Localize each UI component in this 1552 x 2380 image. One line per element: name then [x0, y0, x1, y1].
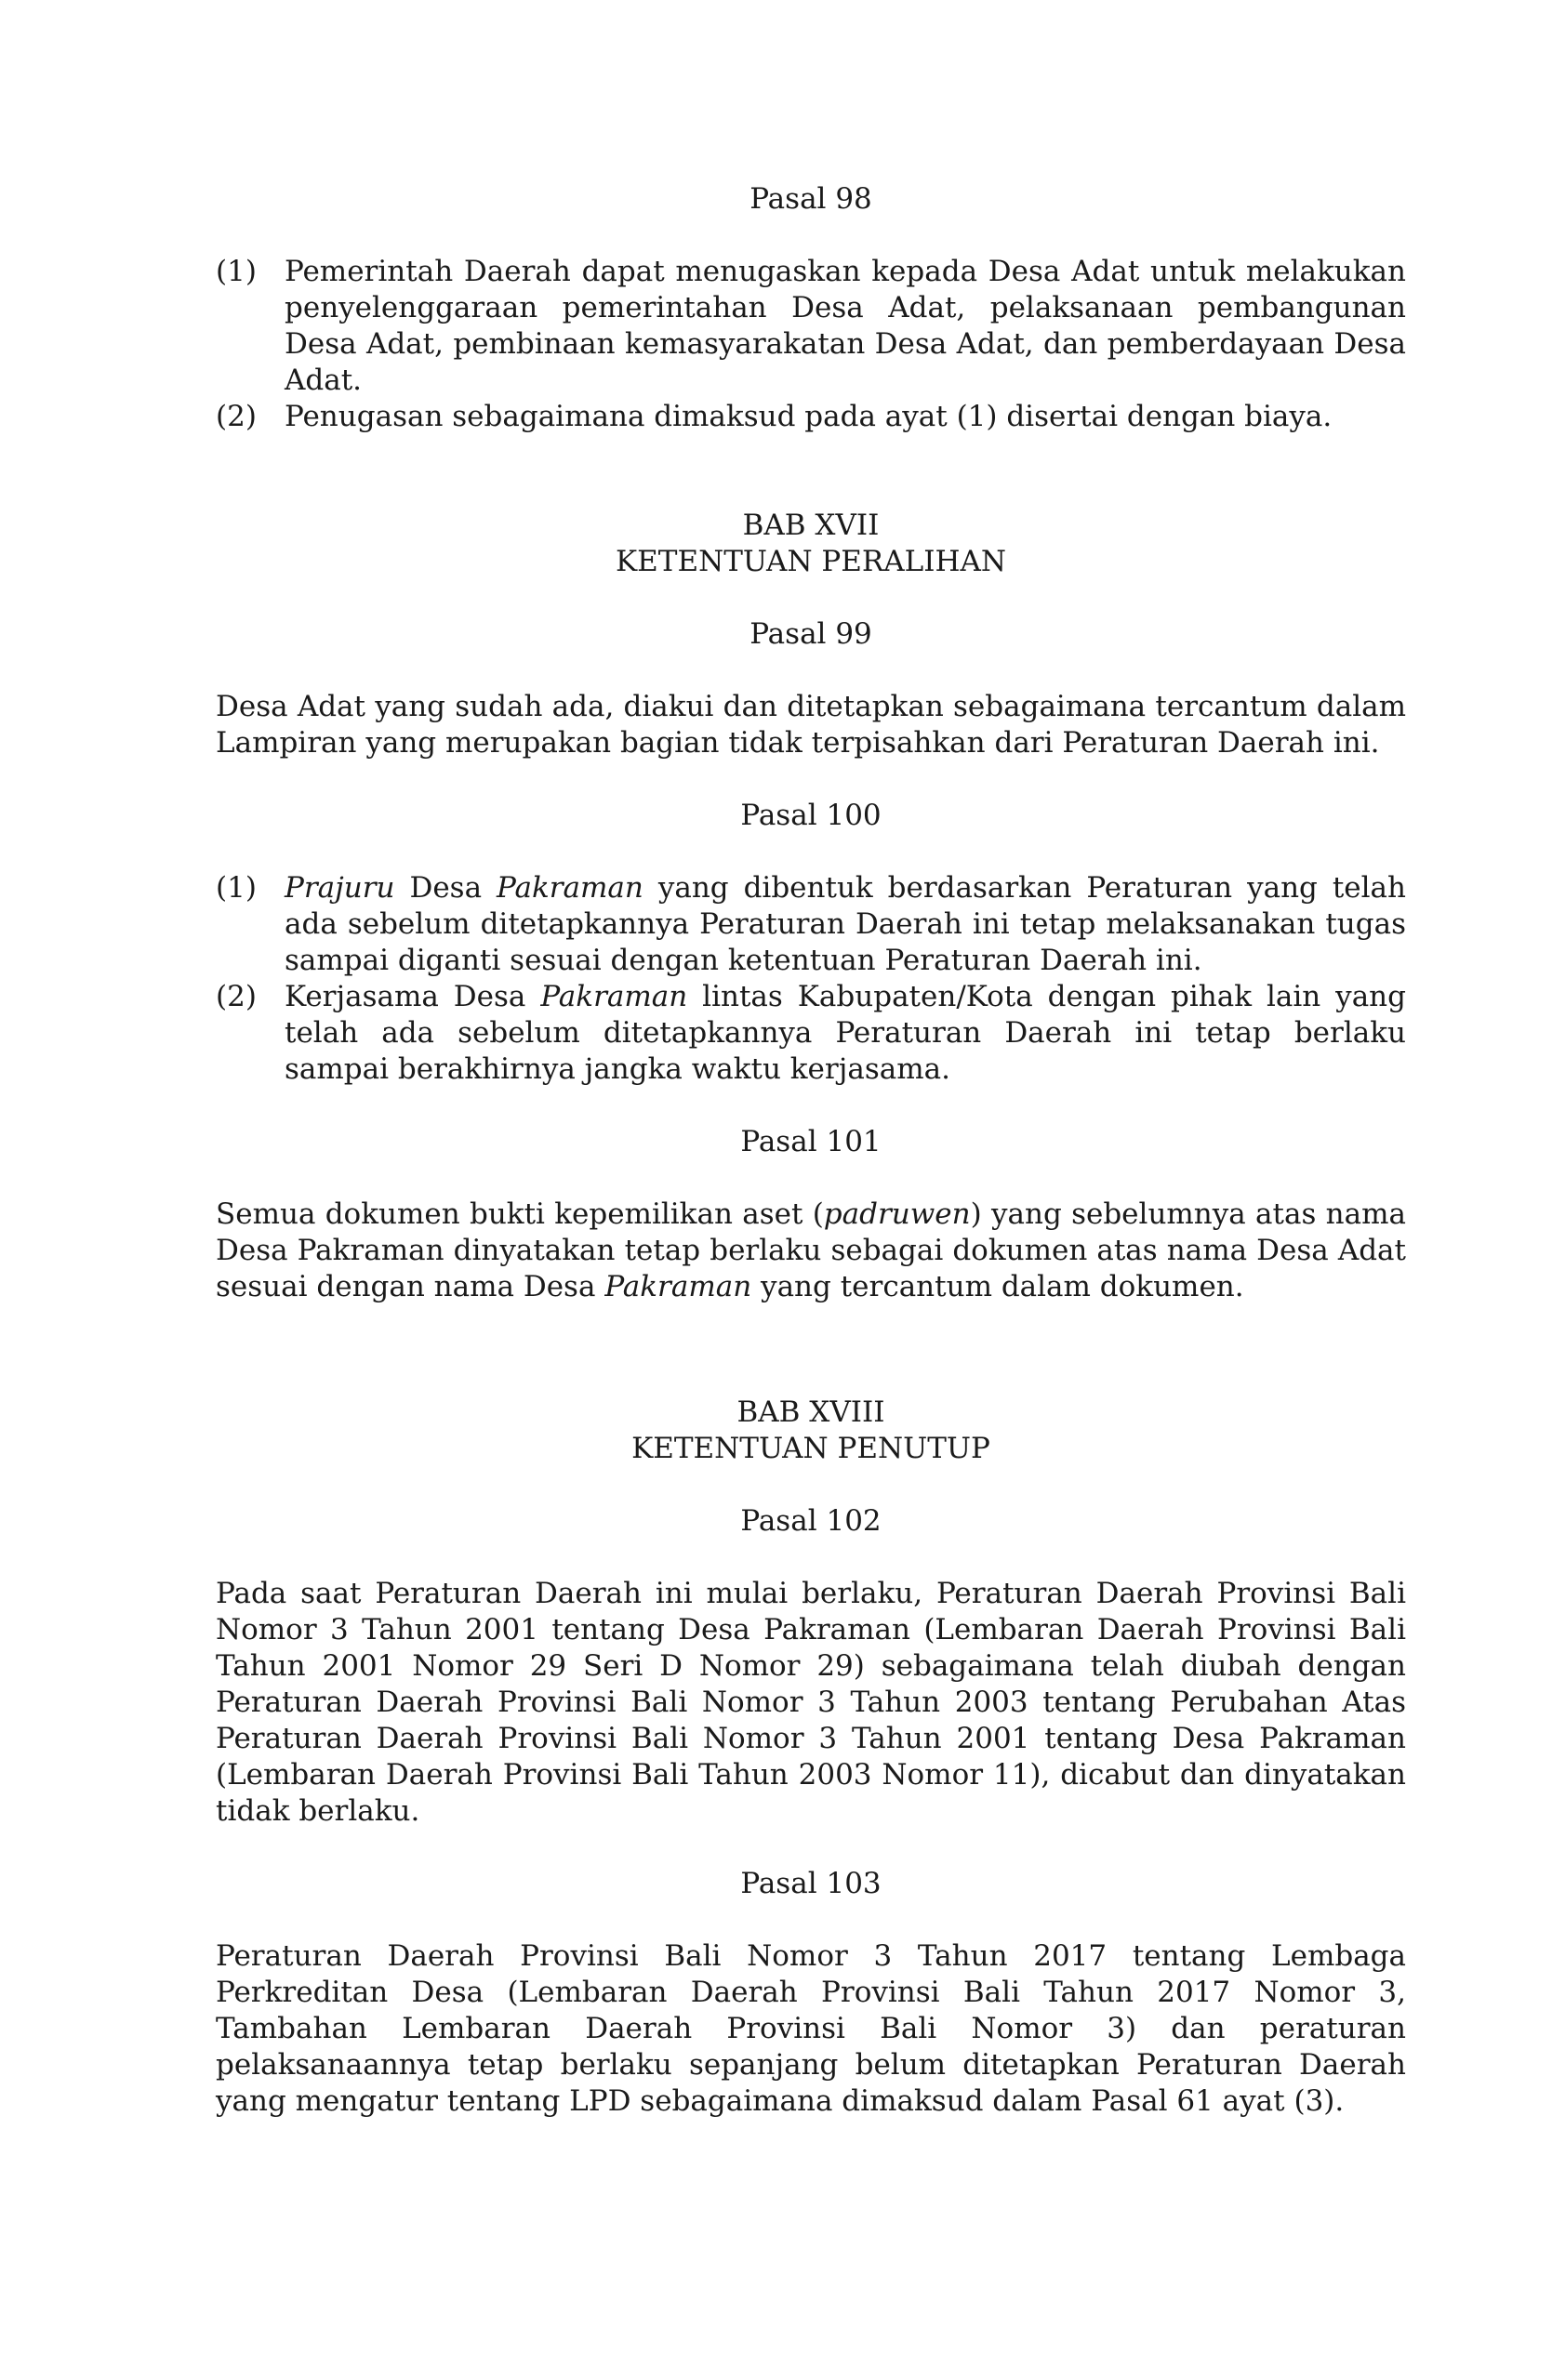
pasal-101-text	[216, 1197, 1406, 1305]
item-number: (2)	[216, 980, 257, 1013]
list-item	[216, 979, 1406, 1088]
item-number: (1)	[216, 871, 257, 905]
chapter-number: BAB XVII	[742, 509, 880, 542]
text-run: Desa	[394, 871, 497, 905]
pasal-103-title: Pasal 103	[740, 1867, 882, 1900]
italic-term: Pakraman	[540, 980, 688, 1013]
pasal-101-title: Pasal 101	[740, 1125, 882, 1158]
item-text	[285, 979, 1406, 1088]
pasal-98-title: Pasal 98	[749, 182, 872, 216]
pasal-102-title: Pasal 102	[740, 1504, 882, 1538]
text-run: yang dibentuk berdasarkan Peraturan yang telah ada sebelum ditetapkannya Peraturan Daerah ini tetap melaksanakan tugas sampai diganti sesuai dengan ketentuan Peraturan Daerah ini.	[285, 871, 1406, 977]
pasal-100-title: Pasal 100	[740, 799, 882, 832]
chapter-number: BAB XVIII	[736, 1395, 885, 1429]
item-text	[285, 870, 1406, 979]
text-run: ) yang sebelumnya atas nama Desa Pakraman dinyatakan tetap berlaku sebagai dokumen atas nama Desa Adat sesuai dengan nama Desa	[216, 1197, 1407, 1303]
document-page	[216, 181, 1406, 2120]
text-run: Semua dokumen bukti kepemilikan aset (	[216, 1197, 824, 1231]
italic-term: Prajuru	[285, 871, 395, 905]
italic-term: Pakraman	[604, 1270, 752, 1303]
pasal-103-text: Peraturan Daerah Provinsi Bali Nomor 3 Tahun 2017 tentang Lembaga Perkreditan Desa (Lembaran Daerah Provinsi Bali Tahun 2017 Nomor 3, Tambahan Lembaran Daerah Provinsi Bali Nomor 3) dan peraturan pelaksanaannya tetap berlaku sepanjang belum ditetapkan Peraturan Daerah yang mengatur tentang LPD sebagaimana dimaksud dalam Pasal 61 ayat (3).	[216, 1939, 1406, 2118]
item-number: (2)	[216, 400, 257, 433]
italic-term: padruwen	[823, 1197, 971, 1231]
pasal-100-items	[216, 870, 1406, 1088]
item-text: Penugasan sebagaimana dimaksud pada ayat (1) disertai dengan biaya.	[285, 400, 1333, 433]
pasal-102-text: Pada saat Peraturan Daerah ini mulai berlaku, Peraturan Daerah Provinsi Bali Nomor 3 Tahun 2001 tentang Desa Pakraman (Lembaran Daerah Provinsi Bali Tahun 2001 Nomor 29 Seri D Nomor 29) sebagaimana telah diubah dengan Peraturan Daerah Provinsi Bali Nomor 3 Tahun 2003 tentang Perubahan Atas Peraturan Daerah Provinsi Bali Nomor 3 Tahun 2001 tentang Desa Pakraman (Lembaran Daerah Provinsi Bali Tahun 2003 Nomor 11), dicabut dan dinyatakan tidak berlaku.	[216, 1577, 1406, 1828]
list-item	[216, 254, 1406, 399]
item-text: Pemerintah Daerah dapat menugaskan kepada Desa Adat untuk melakukan penyelenggaraan pemerintahan Desa Adat, pelaksanaan pembangunan Desa Adat, pembinaan kemasyarakatan Desa Adat, dan pemberdayaan Desa Adat.	[285, 255, 1406, 397]
pasal-99-title: Pasal 99	[749, 617, 872, 651]
chapter-title: KETENTUAN PERALIHAN	[615, 545, 1007, 578]
text-run: Kerjasama Desa	[285, 980, 541, 1013]
text-run: yang tercantum dalam dokumen.	[751, 1270, 1244, 1303]
italic-term: Pakraman	[497, 871, 643, 905]
list-item	[216, 399, 1406, 435]
pasal-98-items	[216, 254, 1406, 435]
chapter-title: KETENTUAN PENUTUP	[631, 1432, 990, 1465]
pasal-99-text: Desa Adat yang sudah ada, diakui dan ditetapkan sebagaimana tercantum dalam Lampiran yang merupakan bagian tidak terpisahkan dari Peraturan Daerah ini.	[216, 690, 1406, 760]
item-number: (1)	[216, 255, 257, 288]
list-item	[216, 870, 1406, 979]
text-run: lintas Kabupaten/Kota dengan pihak lain yang telah ada sebelum ditetapkannya Peraturan Daerah ini tetap berlaku sampai berakhirnya jangka waktu kerjasama.	[285, 980, 1406, 1086]
